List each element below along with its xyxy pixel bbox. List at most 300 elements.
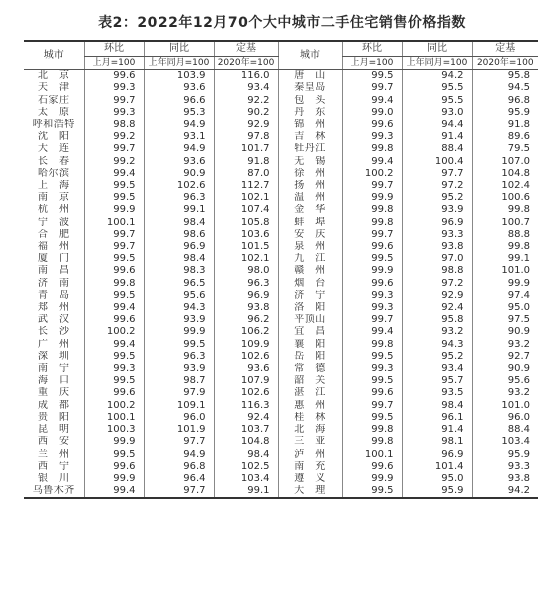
right-fixed-cell: 95.0 [472,302,538,314]
left-yoy-cell: 93.9 [144,314,214,326]
table-row [24,143,538,155]
left-fixed-cell: 106.2 [214,326,278,338]
right-mom-cell: 99.8 [342,339,402,351]
right-city-cell: 徐 州 [278,168,342,180]
right-fixed-cell: 99.8 [472,241,538,253]
right-yoy-cell: 95.0 [402,473,472,485]
right-yoy-cell: 98.1 [402,436,472,448]
right-yoy-cell: 95.2 [402,192,472,204]
right-fixed-cell: 101.0 [472,400,538,412]
right-mom-cell: 99.5 [342,253,402,265]
right-mom-cell: 99.9 [342,265,402,277]
right-yoy-cell: 95.5 [402,95,472,107]
right-yoy-cell: 96.9 [402,217,472,229]
right-fixed-cell: 99.9 [472,278,538,290]
right-city-cell: 韶 关 [278,375,342,387]
left-mom-cell: 99.7 [84,229,144,241]
left-fixed-cell: 98.4 [214,449,278,461]
right-yoy-cell: 92.9 [402,290,472,302]
left-mom-cell: 99.7 [84,241,144,253]
right-mom-cell: 99.5 [342,412,402,424]
left-fixed-cell: 93.4 [214,82,278,94]
table-row [24,436,538,448]
table-row [24,253,538,265]
left-city-cell: 石家庄 [38,94,70,106]
right-city-cell: 金 华 [278,204,342,216]
right-fixed-cell: 101.0 [472,265,538,277]
left-yoy-cell: 98.3 [144,265,214,277]
left-fixed-cell: 96.9 [214,290,278,302]
right-fixed-cell: 100.6 [472,192,538,204]
left-fixed-cell: 112.7 [214,180,278,192]
left-mom-cell: 99.6 [84,314,144,326]
right-fixed-cell: 88.8 [472,229,538,241]
right-yoy-cell: 96.9 [402,449,472,461]
right-mom-cell: 99.7 [342,82,402,94]
left-mom-cell: 99.5 [84,180,144,192]
left-fixed-cell: 102.1 [214,253,278,265]
right-mom-cell: 99.8 [342,424,402,436]
right-fixed-cell: 91.8 [472,119,538,131]
left-mom-cell: 99.7 [84,143,144,155]
right-city-cell: 锦 州 [278,119,342,131]
table-row [24,241,538,253]
left-mom-cell: 99.9 [84,204,144,216]
right-mom-cell: 99.6 [342,278,402,290]
right-city-cell: 大 理 [278,485,342,498]
right-city-cell: 烟 台 [278,278,342,290]
right-city-cell: 三 亚 [278,436,342,448]
header-fixed-left: 定基 [214,41,278,57]
left-mom-cell: 99.5 [84,253,144,265]
left-yoy-cell: 109.1 [144,400,214,412]
table-body [24,70,538,499]
right-mom-cell: 99.7 [342,229,402,241]
table-row [24,204,538,216]
right-city-cell: 遵 义 [278,473,342,485]
left-fixed-cell: 103.7 [214,424,278,436]
left-mom-cell: 99.8 [84,278,144,290]
left-fixed-cell: 101.7 [214,143,278,155]
left-fixed-cell: 102.1 [214,192,278,204]
table-row [24,326,538,338]
left-yoy-cell: 95.6 [144,290,214,302]
left-city-cell: 长 沙 [38,326,70,338]
header-fixed-sub-left: 2020年=100 [214,57,278,70]
right-city-cell: 洛 阳 [278,302,342,314]
right-yoy-cell: 92.4 [402,302,472,314]
right-city-cell: 包 头 [278,95,342,107]
left-mom-cell: 99.2 [84,156,144,168]
header-fixed-sub-right: 2020年=100 [472,57,538,70]
right-fixed-cell: 99.1 [472,253,538,265]
left-mom-cell: 99.9 [84,436,144,448]
left-city-cell: 深 圳 [38,350,70,362]
right-mom-cell: 99.5 [342,70,402,83]
left-mom-cell: 99.9 [84,473,144,485]
left-yoy-cell: 99.1 [144,204,214,216]
right-mom-cell: 99.3 [342,302,402,314]
left-fixed-cell: 103.6 [214,229,278,241]
left-city-cell: 南 宁 [38,363,70,375]
table-row [24,119,538,131]
header-mom-left: 环比 [84,41,144,57]
right-mom-cell: 99.3 [342,131,402,143]
left-yoy-cell: 96.6 [144,95,214,107]
right-fixed-cell: 90.9 [472,326,538,338]
table-row [24,156,538,168]
right-yoy-cell: 98.4 [402,400,472,412]
right-mom-cell: 99.5 [342,351,402,363]
right-fixed-cell: 93.2 [472,387,538,399]
left-mom-cell: 99.3 [84,82,144,94]
right-mom-cell: 99.8 [342,143,402,155]
left-yoy-cell: 95.3 [144,107,214,119]
left-fixed-cell: 93.6 [214,363,278,375]
right-yoy-cell: 94.3 [402,339,472,351]
left-mom-cell: 99.4 [84,339,144,351]
left-fixed-cell: 92.4 [214,412,278,424]
header-city-left: 城市 [24,41,84,70]
table-row [24,461,538,473]
table-row [24,302,538,314]
left-fixed-cell: 104.8 [214,436,278,448]
right-fixed-cell: 94.2 [472,485,538,498]
left-fixed-cell: 92.9 [214,119,278,131]
table-row [24,400,538,412]
right-mom-cell: 99.5 [342,375,402,387]
right-yoy-cell: 94.4 [402,119,472,131]
left-city-cell: 福 州 [38,241,70,253]
left-mom-cell: 99.7 [84,95,144,107]
right-yoy-cell: 101.4 [402,461,472,473]
right-yoy-cell: 93.9 [402,204,472,216]
table-row [24,424,538,436]
right-yoy-cell: 93.5 [402,387,472,399]
left-city-cell: 长 春 [38,155,70,167]
left-fixed-cell: 102.5 [214,461,278,473]
right-yoy-cell: 97.0 [402,253,472,265]
table-row [24,131,538,143]
header-yoy-sub-right: 上年同月=100 [402,57,472,70]
right-yoy-cell: 100.4 [402,156,472,168]
right-city-cell: 惠 州 [278,400,342,412]
right-fixed-cell: 97.5 [472,314,538,326]
right-city-cell: 吉 林 [278,131,342,143]
left-mom-cell: 99.3 [84,363,144,375]
left-city-cell: 成 都 [38,399,70,411]
right-fixed-cell: 89.6 [472,131,538,143]
left-mom-cell: 99.5 [84,290,144,302]
left-city-cell: 南 京 [38,192,70,204]
table-row [24,229,538,241]
table-row [24,290,538,302]
left-yoy-cell: 93.1 [144,131,214,143]
left-fixed-cell: 92.2 [214,95,278,107]
left-yoy-cell: 96.3 [144,351,214,363]
right-mom-cell: 99.6 [342,387,402,399]
left-city-cell: 厦 门 [38,253,70,265]
right-mom-cell: 99.4 [342,156,402,168]
table-row [24,217,538,229]
left-mom-cell: 99.5 [84,375,144,387]
left-yoy-cell: 94.9 [144,119,214,131]
left-yoy-cell: 94.9 [144,449,214,461]
right-fixed-cell: 95.6 [472,375,538,387]
left-yoy-cell: 98.4 [144,253,214,265]
left-city-cell: 广 州 [38,338,70,350]
left-city-cell: 南 昌 [38,265,70,277]
left-city-cell: 青 岛 [38,289,70,301]
left-yoy-cell: 96.3 [144,192,214,204]
right-mom-cell: 99.8 [342,217,402,229]
right-city-cell: 湛 江 [278,387,342,399]
left-yoy-cell: 97.7 [144,436,214,448]
right-fixed-cell: 93.8 [472,473,538,485]
table-row [24,70,538,83]
table-row [24,180,538,192]
left-mom-cell: 100.3 [84,424,144,436]
left-fixed-cell: 102.6 [214,351,278,363]
left-city-cell: 郑 州 [38,302,70,314]
right-mom-cell: 99.3 [342,363,402,375]
right-yoy-cell: 96.1 [402,412,472,424]
right-city-cell: 赣 州 [278,265,342,277]
right-city-cell: 温 州 [278,192,342,204]
left-city-cell: 哈尔滨 [38,167,70,179]
left-city-cell: 上 海 [38,180,70,192]
left-fixed-cell: 101.5 [214,241,278,253]
right-fixed-cell: 99.8 [472,204,538,216]
right-yoy-cell: 93.4 [402,363,472,375]
left-yoy-cell: 93.6 [144,82,214,94]
right-yoy-cell: 91.4 [402,131,472,143]
right-fixed-cell: 93.3 [472,461,538,473]
right-fixed-cell: 100.7 [472,217,538,229]
right-yoy-cell: 95.2 [402,351,472,363]
left-mom-cell: 99.5 [84,192,144,204]
right-yoy-cell: 95.8 [402,314,472,326]
right-mom-cell: 99.4 [342,95,402,107]
left-yoy-cell: 99.5 [144,339,214,351]
right-city-cell: 泉 州 [278,241,342,253]
right-fixed-cell: 96.0 [472,412,538,424]
table-row [24,387,538,399]
header-yoy-sub-left: 上年同月=100 [144,57,214,70]
right-mom-cell: 99.6 [342,241,402,253]
left-fixed-cell: 116.0 [214,70,278,83]
left-city-cell: 合 肥 [38,228,70,240]
left-mom-cell: 99.5 [84,351,144,363]
right-city-cell: 岳 阳 [278,351,342,363]
left-yoy-cell: 103.9 [144,70,214,83]
left-fixed-cell: 97.8 [214,131,278,143]
table-row [24,265,538,277]
table-row [24,473,538,485]
left-yoy-cell: 96.9 [144,241,214,253]
table-row [24,351,538,363]
right-yoy-cell: 91.4 [402,424,472,436]
left-yoy-cell: 96.8 [144,461,214,473]
header-fixed-right: 定基 [472,41,538,57]
right-yoy-cell: 93.8 [402,241,472,253]
right-fixed-cell: 104.8 [472,168,538,180]
header-yoy-left: 同比 [144,41,214,57]
right-mom-cell: 99.9 [342,192,402,204]
table-row [24,82,538,94]
left-yoy-cell: 97.7 [144,485,214,498]
left-mom-cell: 99.6 [84,70,144,83]
right-city-cell: 常 德 [278,363,342,375]
right-mom-cell: 99.7 [342,180,402,192]
left-yoy-cell: 102.6 [144,180,214,192]
left-mom-cell: 100.2 [84,400,144,412]
right-city-cell: 襄 阳 [278,339,342,351]
left-city-cell: 天 津 [38,82,70,94]
right-mom-cell: 99.6 [342,461,402,473]
left-city-cell: 昆 明 [38,424,70,436]
right-city-cell: 安 庆 [278,229,342,241]
right-yoy-cell: 97.2 [402,180,472,192]
left-fixed-cell: 90.2 [214,107,278,119]
left-city-cell: 西 安 [38,436,70,448]
left-fixed-cell: 109.9 [214,339,278,351]
right-city-cell: 蚌 埠 [278,217,342,229]
table-row [24,278,538,290]
right-yoy-cell: 98.8 [402,265,472,277]
left-city-cell: 海 口 [38,375,70,387]
left-yoy-cell: 98.7 [144,375,214,387]
table-row [24,375,538,387]
left-mom-cell: 100.1 [84,217,144,229]
right-fixed-cell: 97.4 [472,290,538,302]
right-mom-cell: 99.6 [342,119,402,131]
header-yoy-right: 同比 [402,41,472,57]
right-fixed-cell: 94.5 [472,82,538,94]
right-city-cell: 平顶山 [278,314,342,326]
right-yoy-cell: 93.0 [402,107,472,119]
right-yoy-cell: 97.2 [402,278,472,290]
left-city-cell: 北 京 [38,70,70,82]
right-yoy-cell: 94.2 [402,70,472,83]
left-yoy-cell: 99.9 [144,326,214,338]
right-yoy-cell: 93.2 [402,326,472,338]
left-city-cell: 呼和浩特 [32,119,75,131]
left-fixed-cell: 96.2 [214,314,278,326]
left-city-cell: 沈 阳 [38,131,70,143]
right-fixed-cell: 79.5 [472,143,538,155]
right-mom-cell: 99.7 [342,400,402,412]
right-mom-cell: 99.7 [342,314,402,326]
left-fixed-cell: 93.8 [214,302,278,314]
left-mom-cell: 99.6 [84,387,144,399]
right-city-cell: 无 锡 [278,156,342,168]
right-city-cell: 牡丹江 [278,143,342,155]
table-row [24,485,538,498]
left-fixed-cell: 102.6 [214,387,278,399]
right-fixed-cell: 95.8 [472,70,538,83]
header-city-right: 城市 [278,41,342,70]
right-mom-cell: 99.9 [342,473,402,485]
header-mom-sub-right: 上月=100 [342,57,402,70]
right-mom-cell: 99.3 [342,290,402,302]
left-mom-cell: 99.4 [84,168,144,180]
right-fixed-cell: 95.9 [472,449,538,461]
left-yoy-cell: 96.4 [144,473,214,485]
left-fixed-cell: 96.3 [214,278,278,290]
left-city-cell: 太 原 [38,106,70,118]
left-yoy-cell: 98.6 [144,229,214,241]
left-yoy-cell: 101.9 [144,424,214,436]
left-fixed-cell: 116.3 [214,400,278,412]
right-city-cell: 泸 州 [278,449,342,461]
left-mom-cell: 99.3 [84,107,144,119]
table-row [24,107,538,119]
left-fixed-cell: 87.0 [214,168,278,180]
left-city-cell: 重 庆 [38,387,70,399]
right-mom-cell: 99.8 [342,436,402,448]
right-yoy-cell: 95.7 [402,375,472,387]
table-row [24,412,538,424]
header-mom-right: 环比 [342,41,402,57]
left-fixed-cell: 91.8 [214,156,278,168]
left-yoy-cell: 94.9 [144,143,214,155]
left-mom-cell: 99.4 [84,302,144,314]
right-yoy-cell: 88.4 [402,143,472,155]
right-mom-cell: 99.4 [342,326,402,338]
table-row [24,449,538,461]
right-fixed-cell: 92.7 [472,351,538,363]
right-city-cell: 北 海 [278,424,342,436]
left-mom-cell: 99.6 [84,265,144,277]
left-mom-cell: 99.4 [84,485,144,498]
left-mom-cell: 100.1 [84,412,144,424]
left-city-cell: 银 川 [38,472,70,484]
left-city-cell: 兰 州 [38,448,70,460]
right-city-cell: 扬 州 [278,180,342,192]
right-city-cell: 唐 山 [278,70,342,83]
left-mom-cell: 99.6 [84,461,144,473]
table-row [24,168,538,180]
right-fixed-cell: 95.9 [472,107,538,119]
left-mom-cell: 99.5 [84,449,144,461]
left-yoy-cell: 96.5 [144,278,214,290]
right-mom-cell: 99.5 [342,485,402,498]
right-fixed-cell: 96.8 [472,95,538,107]
left-city-cell: 宁 波 [38,216,70,228]
left-mom-cell: 100.2 [84,326,144,338]
right-fixed-cell: 93.2 [472,339,538,351]
left-fixed-cell: 105.8 [214,217,278,229]
right-city-cell: 秦皇岛 [278,82,342,94]
price-index-table [24,40,538,499]
left-city-cell: 西 宁 [38,460,70,472]
left-city-cell: 乌鲁木齐 [24,485,84,498]
left-fixed-cell: 98.0 [214,265,278,277]
right-city-cell: 济 宁 [278,290,342,302]
right-yoy-cell: 97.7 [402,168,472,180]
right-mom-cell: 100.2 [342,168,402,180]
right-yoy-cell: 95.9 [402,485,472,498]
right-city-cell: 宜 昌 [278,326,342,338]
right-mom-cell: 99.8 [342,204,402,216]
left-fixed-cell: 107.9 [214,375,278,387]
left-yoy-cell: 97.9 [144,387,214,399]
left-fixed-cell: 103.4 [214,473,278,485]
left-city-cell: 武 汉 [38,314,70,326]
left-yoy-cell: 93.9 [144,363,214,375]
left-city-cell: 济 南 [38,277,70,289]
